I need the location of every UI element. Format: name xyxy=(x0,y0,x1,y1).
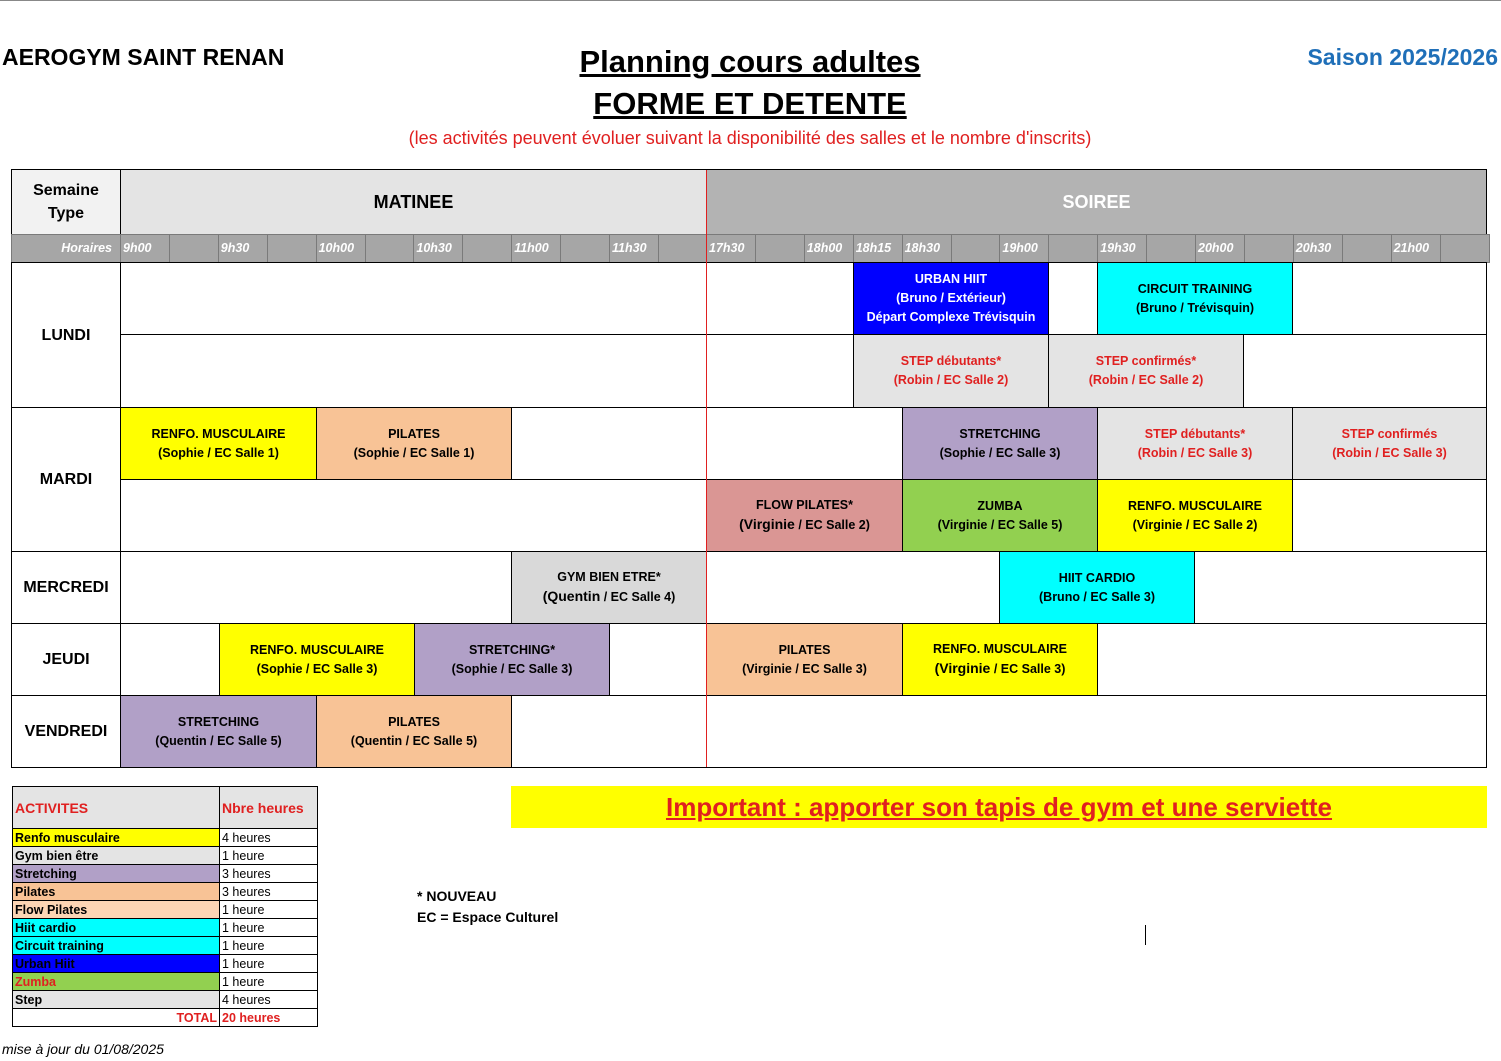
class-mardi-stretching xyxy=(902,407,1098,480)
legend-activity: Zumba xyxy=(13,973,220,991)
horaires-label: Horaires xyxy=(11,234,121,263)
empty-slot xyxy=(706,262,854,335)
legend-total-row xyxy=(13,1009,318,1027)
class-name: PILATES xyxy=(388,714,440,729)
day-mardi xyxy=(11,407,121,552)
legend-hours: 4 heures xyxy=(220,829,318,847)
time-slot xyxy=(1048,234,1098,263)
legend-activity: Circuit training xyxy=(13,937,220,955)
legend-activity: Renfo musculaire xyxy=(13,829,220,847)
time-slot xyxy=(755,234,805,263)
legend-row xyxy=(13,919,318,937)
empty-slot xyxy=(706,695,1487,768)
day-vendredi-label: VENDREDI xyxy=(24,723,108,740)
class-name: FLOW PILATES* xyxy=(756,498,853,512)
time-slot xyxy=(462,234,512,263)
time-slot xyxy=(267,234,317,263)
time-slot xyxy=(365,234,415,263)
class-instructor: (Robin / EC Salle 3) xyxy=(1137,445,1253,460)
class-jeudi-renfo-soir xyxy=(902,623,1098,696)
page-subtitle: FORME ET DETENTE xyxy=(593,86,907,121)
time-slot xyxy=(1244,234,1294,263)
time-slot xyxy=(1146,234,1196,263)
class-name: HIIT CARDIO xyxy=(1058,570,1136,585)
legend-row xyxy=(13,865,318,883)
class-name: RENFO. MUSCULAIRE xyxy=(249,642,385,657)
class-location: / EC Salle 3) xyxy=(990,662,1066,676)
class-instructor: (Virginie / EC Salle 5) xyxy=(937,517,1063,532)
class-instructor: (Sophie / EC Salle 3) xyxy=(939,445,1061,460)
empty-slot xyxy=(511,407,707,480)
empty-slot xyxy=(120,623,220,696)
class-instructor: (Quentin / EC Salle 5) xyxy=(350,733,478,748)
matinee-label: MATINEE xyxy=(373,191,454,212)
empty-slot xyxy=(120,551,512,624)
class-lundi-step-debutants xyxy=(853,334,1049,408)
time-slot: 10h30 xyxy=(413,234,463,263)
time-slot xyxy=(560,234,610,263)
time-slot xyxy=(658,234,708,263)
legend-row xyxy=(13,847,318,865)
class-instructor: (Robin / EC Salle 2) xyxy=(893,373,1009,387)
class-lundi-circuit-training xyxy=(1097,262,1293,335)
class-mercredi-gym-bien-etre xyxy=(511,551,707,624)
legend-row xyxy=(13,991,318,1009)
class-mardi-zumba xyxy=(902,479,1098,552)
class-name: PILATES xyxy=(778,642,831,657)
time-slot: 17h30 xyxy=(706,234,756,263)
legend-activity: Pilates xyxy=(13,883,220,901)
time-slot: 19h00 xyxy=(999,234,1049,263)
empty-slot xyxy=(706,334,854,408)
time-slot: 18h15 xyxy=(853,234,903,263)
legend-hours: 1 heure xyxy=(220,847,318,865)
class-name: CIRCUIT TRAINING xyxy=(1137,281,1253,296)
class-instructor-line xyxy=(543,587,676,607)
class-location: / EC Salle 2) xyxy=(794,518,870,532)
class-name: STRETCHING xyxy=(177,714,260,729)
legend-hours: 4 heures xyxy=(220,991,318,1009)
page-title: Planning cours adultes xyxy=(579,44,921,79)
semaine-type-header xyxy=(11,169,121,235)
legend-total-value: 20 heures xyxy=(220,1009,318,1027)
time-slot: 11h00 xyxy=(511,234,561,263)
time-slot xyxy=(951,234,1001,263)
time-slot: 18h00 xyxy=(804,234,854,263)
day-vendredi xyxy=(11,695,121,768)
class-name: PILATES xyxy=(388,426,440,441)
class-mercredi-hiit-cardio xyxy=(999,551,1195,624)
legend-hours: 1 heure xyxy=(220,901,318,919)
legend-row xyxy=(13,901,318,919)
class-mardi-pilates xyxy=(316,407,512,480)
class-name: STRETCHING xyxy=(959,426,1041,441)
legend-activity: Urban Hiit xyxy=(13,955,220,973)
class-instructor: (Sophie / EC Salle 3) xyxy=(451,661,573,676)
class-vendredi-pilates xyxy=(316,695,512,768)
note-nouveau: * NOUVEAU xyxy=(417,888,497,904)
semaine-type-line2: Type xyxy=(47,205,85,222)
class-lundi-step-confirmes xyxy=(1048,334,1244,408)
class-instructor: (Bruno / EC Salle 3) xyxy=(1039,589,1155,604)
important-banner xyxy=(511,786,1487,828)
class-name: GYM BIEN ETRE* xyxy=(557,570,661,584)
legend-total-label: TOTAL xyxy=(13,1009,220,1027)
important-text: Important : apporter son tapis de gym et une serviette xyxy=(665,791,1333,822)
class-instructor: (Bruno / Extérieur) xyxy=(896,291,1006,305)
legend-header-row xyxy=(13,787,318,829)
empty-slot xyxy=(706,407,903,480)
text-cursor xyxy=(1145,925,1146,945)
class-name: ZUMBA xyxy=(977,498,1023,513)
empty-slot xyxy=(511,695,707,768)
class-instructor: (Bruno / Trévisquin) xyxy=(1135,300,1255,315)
legend-activity: Stretching xyxy=(13,865,220,883)
legend-row xyxy=(13,829,318,847)
class-name: STEP confirmés xyxy=(1341,426,1438,441)
class-instructor: (Virginie / EC Salle 2) xyxy=(1132,517,1258,532)
class-location: / EC Salle 4) xyxy=(600,590,676,604)
day-lundi xyxy=(11,262,121,408)
class-name: STRETCHING* xyxy=(468,642,556,657)
time-slot: 9h00 xyxy=(120,234,170,263)
empty-slot xyxy=(706,551,1000,624)
class-instructor-line xyxy=(935,659,1066,679)
matinee-soiree-divider xyxy=(706,170,707,767)
empty-slot xyxy=(609,623,707,696)
time-slot: 18h30 xyxy=(902,234,952,263)
club-name: AEROGYM SAINT RENAN xyxy=(2,44,285,70)
class-lundi-urban-hiit xyxy=(853,262,1049,335)
matinee-header xyxy=(120,169,707,235)
class-instructor: (Virginie xyxy=(739,516,795,532)
semaine-type-line1: Semaine xyxy=(33,182,99,199)
class-name: RENFO. MUSCULAIRE xyxy=(1127,498,1263,513)
class-vendredi-stretching xyxy=(120,695,317,768)
class-location: Départ Complexe Trévisquin xyxy=(866,310,1036,324)
empty-slot xyxy=(120,479,707,552)
class-instructor: (Robin / EC Salle 2) xyxy=(1088,373,1204,387)
class-instructor: (Sophie / EC Salle 3) xyxy=(256,661,378,676)
empty-slot xyxy=(1097,623,1487,696)
day-lundi-label: LUNDI xyxy=(41,326,91,344)
legend-activity: Gym bien être xyxy=(13,847,220,865)
time-slot: 20h00 xyxy=(1195,234,1245,263)
time-slot xyxy=(1440,234,1490,263)
empty-slot xyxy=(1243,334,1487,408)
season-label: Saison 2025/2026 xyxy=(1307,44,1498,70)
legend-row xyxy=(13,883,318,901)
time-slot: 21h00 xyxy=(1391,234,1441,263)
time-slot: 19h30 xyxy=(1097,234,1147,263)
class-mardi-renfo-soir xyxy=(1097,479,1293,552)
empty-slot xyxy=(1048,262,1098,335)
class-instructor: (Quentin xyxy=(542,588,601,604)
update-date: mise à jour du 01/08/2025 xyxy=(2,1041,164,1057)
day-jeudi-label: JEUDI xyxy=(42,651,90,668)
class-mardi-flow-pilates xyxy=(706,479,903,552)
time-slot: 9h30 xyxy=(218,234,268,263)
empty-slot xyxy=(120,262,707,335)
class-instructor-line xyxy=(739,515,870,535)
time-slot xyxy=(169,234,219,263)
legend-activity: Step xyxy=(13,991,220,1009)
class-name: STEP confirmés* xyxy=(1095,354,1197,368)
day-mercredi xyxy=(11,551,121,624)
legend-hours: 3 heures xyxy=(220,883,318,901)
legend-activity: Hiit cardio xyxy=(13,919,220,937)
class-instructor: (Virginie / EC Salle 3) xyxy=(742,661,867,676)
class-name: STEP débutants* xyxy=(1144,426,1246,441)
legend-col-heures: Nbre heures xyxy=(220,787,318,829)
class-mardi-renfo xyxy=(120,407,317,480)
time-slot xyxy=(1342,234,1392,263)
legend-row xyxy=(13,973,318,991)
day-jeudi xyxy=(11,623,121,696)
class-instructor: (Virginie xyxy=(934,660,991,676)
class-instructor: (Sophie / EC Salle 1) xyxy=(353,445,475,460)
legend-col-activites: ACTIVITES xyxy=(13,787,220,829)
empty-slot xyxy=(1292,262,1487,335)
time-slot: 11h30 xyxy=(609,234,659,263)
legend-hours: 1 heure xyxy=(220,937,318,955)
empty-slot xyxy=(120,334,707,408)
legend-row xyxy=(13,955,318,973)
legend-hours: 1 heure xyxy=(220,973,318,991)
soiree-label: SOIREE xyxy=(1062,191,1131,212)
class-name: RENFO. MUSCULAIRE xyxy=(151,426,286,441)
day-mercredi-label: MERCREDI xyxy=(23,579,109,596)
soiree-header xyxy=(706,169,1487,235)
time-slot: 20h30 xyxy=(1293,234,1343,263)
class-jeudi-stretching xyxy=(414,623,610,696)
legend-row xyxy=(13,937,318,955)
class-jeudi-pilates xyxy=(706,623,903,696)
legend-hours: 1 heure xyxy=(220,919,318,937)
class-name: STEP débutants* xyxy=(900,354,1002,368)
class-mardi-step-debutants xyxy=(1097,407,1293,480)
activities-legend-table xyxy=(12,786,318,1027)
empty-slot xyxy=(1292,479,1487,552)
class-instructor: (Sophie / EC Salle 1) xyxy=(158,445,279,460)
class-instructor: (Robin / EC Salle 3) xyxy=(1332,445,1447,460)
top-border xyxy=(0,0,1501,1)
class-name: RENFO. MUSCULAIRE xyxy=(932,642,1068,656)
notes xyxy=(417,886,558,928)
time-slot: 10h00 xyxy=(316,234,366,263)
day-mardi-label: MARDI xyxy=(39,471,93,488)
legend-hours: 1 heure xyxy=(220,955,318,973)
legend-hours: 3 heures xyxy=(220,865,318,883)
empty-slot xyxy=(1194,551,1487,624)
class-mardi-step-confirmes xyxy=(1292,407,1487,480)
class-instructor: (Quentin / EC Salle 5) xyxy=(155,733,282,748)
legend-activity: Flow Pilates xyxy=(13,901,220,919)
class-name: URBAN HIIT xyxy=(914,272,988,286)
class-jeudi-renfo xyxy=(219,623,415,696)
disclaimer-text: (les activités peuvent évoluer suivant la disponibilité des salles et le nombre d'inscrits) xyxy=(408,128,1092,148)
note-ec: EC = Espace Culturel xyxy=(417,909,559,925)
